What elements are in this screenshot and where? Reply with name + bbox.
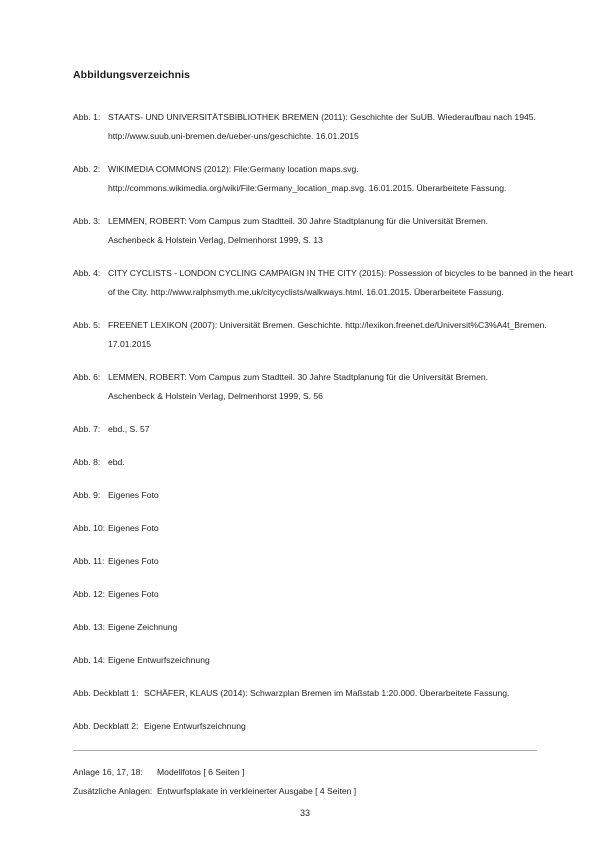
figure-entry-line: Eigenes Foto: [108, 523, 159, 533]
divider-line: [73, 750, 537, 751]
figure-entry-line: of the City. http://www.ralphsmyth.me.uk/citycyclists/walkways.html. 16.01.2015. Überarbeitete Fassung.: [108, 287, 504, 297]
appendix-row: [73, 782, 537, 801]
figure-entry-text: [108, 368, 488, 406]
figure-entry-line: FREENET LEXIKON (2007): Universität Bremen. Geschichte. http://lexikon.freenet.de/Universit%C3%A4t_Bremen.: [108, 320, 547, 330]
figure-entry-text: [108, 651, 210, 670]
figure-entry-text: [108, 519, 159, 538]
figure-list: [73, 108, 574, 736]
figure-entry-text: [108, 618, 177, 637]
figure-entry-label: Abb. 5:: [73, 320, 101, 330]
figure-entry-text: [108, 212, 488, 250]
appendix-row-label: Zusätzliche Anlagen:: [73, 786, 153, 796]
appendix-list: [73, 763, 537, 801]
figure-entry: [73, 486, 537, 505]
figure-entry: [73, 717, 537, 736]
figure-entry-label: Abb. 1:: [73, 112, 101, 122]
figure-entry: [73, 618, 537, 637]
figure-entry-label: Abb. Deckblatt 1:: [73, 688, 139, 698]
figure-entry-label: Abb. 6:: [73, 372, 101, 382]
figure-entry-line: Aschenbeck & Holstein Verlag, Delmenhorst 1999, S. 13: [108, 235, 323, 245]
figure-entry-line: ebd., S. 57: [108, 424, 150, 434]
figure-entry-label: Abb. 3:: [73, 216, 101, 226]
figure-entry-line: Eigene Entwurfszeichnung: [108, 655, 210, 665]
figure-entry-line: Eigenes Foto: [108, 556, 159, 566]
figure-entry-line: SCHÄFER, KLAUS (2014): Schwarzplan Bremen im Maßstab 1:20.000. Überarbeitete Fassung.: [144, 688, 510, 698]
figure-entry-line: LEMMEN, ROBERT: Vom Campus zum Stadtteil. 30 Jahre Stadtplanung für die Universität Bremen.: [108, 372, 489, 382]
figure-entry-label: Abb. 7:: [73, 424, 101, 434]
figure-entry-text: [108, 264, 573, 302]
figure-entry-line: LEMMEN, ROBERT: Vom Campus zum Stadtteil. 30 Jahre Stadtplanung für die Universität Bremen.: [108, 216, 489, 226]
page-number: 33: [299, 808, 310, 818]
figure-entry-label: Abb. 8:: [73, 457, 101, 467]
appendix-row-text: Entwurfsplakate in verkleinerter Ausgabe [ 4 Seiten ]: [157, 786, 357, 796]
figure-entry-line: http://www.suub.uni-bremen.de/ueber-uns/geschichte. 16.01.2015: [108, 131, 359, 141]
page-title: Abbildungsverzeichnis: [73, 69, 191, 81]
figure-entry-label: Abb. 4:: [73, 268, 101, 278]
figure-entry-line: http://commons.wikimedia.org/wiki/File:Germany_location_map.svg. 16.01.2015. Überarbeitete Fassung.: [108, 183, 507, 193]
figure-entry-line: 17.01.2015: [108, 339, 152, 349]
figure-entry: [73, 160, 537, 198]
figure-entry-label: Abb. 9:: [73, 490, 101, 500]
appendix-row: [73, 763, 537, 782]
figure-entry-label: Abb. 14:: [73, 655, 106, 665]
figure-entry-label: Abb. 11:: [73, 556, 105, 566]
figure-entry-text: [108, 316, 547, 354]
figure-entry: [73, 585, 537, 604]
figure-entry-line: ebd.: [108, 457, 125, 467]
figure-entry-text: [108, 453, 125, 472]
figure-entry: [73, 108, 537, 146]
figure-entry: [73, 552, 537, 571]
appendix-row-label: Anlage 16, 17, 18:: [73, 767, 143, 777]
figure-entry-label: Abb. 2:: [73, 164, 101, 174]
figure-entry: [73, 651, 537, 670]
figure-entry-text: [144, 684, 509, 703]
figure-entry-text: [108, 552, 159, 571]
figure-entry: [73, 519, 537, 538]
figure-entry-line: STAATS- UND UNIVERSITÄTSBIBLIOTHEK BREMEN (2011): Geschichte der SuUB. Wiederaufbau nach 1945.: [108, 112, 536, 122]
figure-entry-line: WIKIMEDIA COMMONS (2012): File:Germany location maps.svg.: [108, 164, 359, 174]
figure-entry-text: [108, 420, 150, 439]
figure-entry-line: Eigenes Foto: [108, 490, 159, 500]
figure-entry-label: Abb. 13:: [73, 622, 106, 632]
figure-entry-text: [144, 717, 246, 736]
figure-entry: [73, 420, 537, 439]
figure-entry-label: Abb. 10:: [73, 523, 106, 533]
figure-entry: [73, 212, 537, 250]
figure-entry-text: [108, 160, 506, 198]
figure-entry: [73, 368, 537, 406]
figure-entry: [73, 453, 537, 472]
figure-entry-line: Aschenbeck & Holstein Verlag, Delmenhorst 1999, S. 56: [108, 391, 323, 401]
figure-entry-line: Eigene Entwurfszeichnung: [144, 721, 246, 731]
figure-entry-text: [108, 108, 536, 146]
figure-entry-text: [108, 585, 159, 604]
figure-entry-line: CITY CYCLISTS - LONDON CYCLING CAMPAIGN IN THE CITY (2015): Possession of bicycles to be banned in the heart: [108, 268, 574, 278]
figure-entry-line: Eigenes Foto: [108, 589, 159, 599]
figure-entry-label: Abb. 12:: [73, 589, 106, 599]
figure-entry-line: Eigene Zeichnung: [108, 622, 178, 632]
figure-entry: [73, 684, 537, 703]
figure-entry: [73, 316, 547, 354]
figure-entry-text: [108, 486, 159, 505]
figure-entry-label: Abb. Deckblatt 2:: [73, 721, 139, 731]
figure-entry: [73, 264, 574, 302]
appendix-row-text: Modellfotos [ 6 Seiten ]: [157, 767, 245, 777]
